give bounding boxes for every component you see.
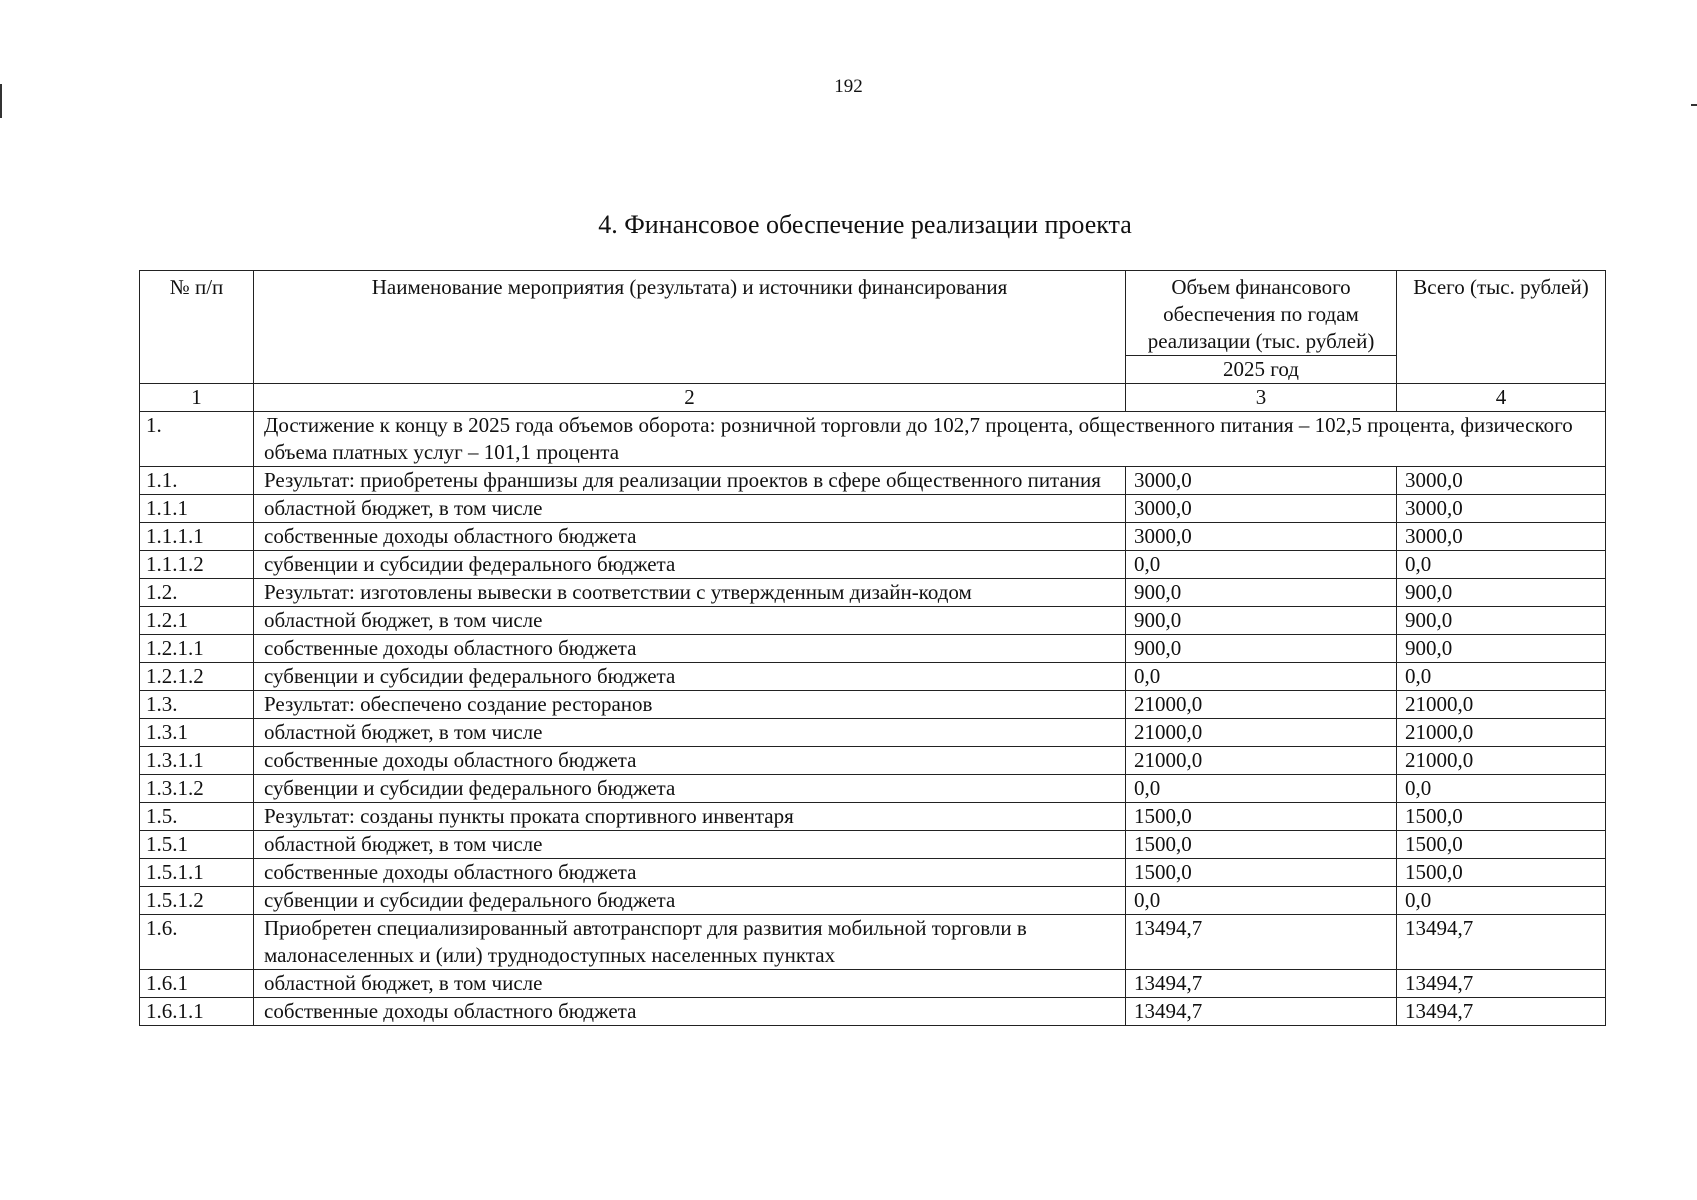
row-total: 1500,0 bbox=[1397, 803, 1606, 831]
row-num: 1.2.1.1 bbox=[140, 635, 254, 663]
row-name: собственные доходы областного бюджета bbox=[254, 635, 1126, 663]
row-value-2025: 900,0 bbox=[1126, 607, 1397, 635]
table-row bbox=[140, 579, 1606, 607]
row-num: 1.3. bbox=[140, 691, 254, 719]
header-name: Наименование мероприятия (результата) и источники финансирования bbox=[254, 271, 1126, 384]
index-cell-3: 3 bbox=[1126, 384, 1397, 412]
goal-num: 1. bbox=[140, 412, 254, 467]
row-num: 1.5.1.2 bbox=[140, 887, 254, 915]
header-volume: Объем финансового обеспечения по годам реализации (тыс. рублей) bbox=[1126, 271, 1397, 356]
row-total: 21000,0 bbox=[1397, 747, 1606, 775]
row-total: 0,0 bbox=[1397, 775, 1606, 803]
row-num: 1.2. bbox=[140, 579, 254, 607]
row-name: субвенции и субсидии федерального бюджета bbox=[254, 551, 1126, 579]
row-num: 1.2.1 bbox=[140, 607, 254, 635]
row-total: 900,0 bbox=[1397, 607, 1606, 635]
row-value-2025: 21000,0 bbox=[1126, 719, 1397, 747]
goal-row bbox=[140, 412, 1606, 467]
table-row bbox=[140, 859, 1606, 887]
row-name: субвенции и субсидии федерального бюджета bbox=[254, 887, 1126, 915]
table-row bbox=[140, 803, 1606, 831]
row-total: 1500,0 bbox=[1397, 831, 1606, 859]
row-name: областной бюджет, в том числе bbox=[254, 607, 1126, 635]
index-cell-4: 4 bbox=[1397, 384, 1606, 412]
table-row bbox=[140, 635, 1606, 663]
table-row bbox=[140, 551, 1606, 579]
row-num: 1.3.1.1 bbox=[140, 747, 254, 775]
row-total: 21000,0 bbox=[1397, 691, 1606, 719]
row-name: Результат: приобретены франшизы для реализации проектов в сфере общественного питания bbox=[254, 467, 1126, 495]
index-cell-2: 2 bbox=[254, 384, 1126, 412]
row-value-2025: 900,0 bbox=[1126, 579, 1397, 607]
row-value-2025: 0,0 bbox=[1126, 551, 1397, 579]
row-name: областной бюджет, в том числе bbox=[254, 831, 1126, 859]
row-name: областной бюджет, в том числе bbox=[254, 719, 1126, 747]
row-name: собственные доходы областного бюджета bbox=[254, 859, 1126, 887]
row-total: 3000,0 bbox=[1397, 495, 1606, 523]
left-margin-mark bbox=[0, 84, 2, 118]
row-num: 1.5.1 bbox=[140, 831, 254, 859]
row-name: Результат: обеспечено создание ресторанов bbox=[254, 691, 1126, 719]
row-total: 13494,7 bbox=[1397, 998, 1606, 1026]
row-value-2025: 0,0 bbox=[1126, 887, 1397, 915]
row-value-2025: 13494,7 bbox=[1126, 970, 1397, 998]
right-margin-mark bbox=[1691, 104, 1697, 106]
index-cell-1: 1 bbox=[140, 384, 254, 412]
row-num: 1.1.1.1 bbox=[140, 523, 254, 551]
table-row bbox=[140, 719, 1606, 747]
row-name: Результат: созданы пункты проката спортивного инвентаря bbox=[254, 803, 1126, 831]
row-value-2025: 1500,0 bbox=[1126, 859, 1397, 887]
table-row bbox=[140, 775, 1606, 803]
row-value-2025: 0,0 bbox=[1126, 775, 1397, 803]
table-row bbox=[140, 663, 1606, 691]
row-num: 1.2.1.2 bbox=[140, 663, 254, 691]
row-total: 900,0 bbox=[1397, 635, 1606, 663]
goal-text: Достижение к концу в 2025 года объемов оборота: розничной торговли до 102,7 процента, общественного питания – 102,5 процента, физического объема платных услуг – 101,1 процента bbox=[254, 412, 1606, 467]
row-total: 0,0 bbox=[1397, 887, 1606, 915]
row-num: 1.6.1.1 bbox=[140, 998, 254, 1026]
row-name: собственные доходы областного бюджета bbox=[254, 523, 1126, 551]
row-name: областной бюджет, в том числе bbox=[254, 970, 1126, 998]
row-name: собственные доходы областного бюджета bbox=[254, 998, 1126, 1026]
row-value-2025: 900,0 bbox=[1126, 635, 1397, 663]
row-value-2025: 3000,0 bbox=[1126, 523, 1397, 551]
row-total: 3000,0 bbox=[1397, 467, 1606, 495]
row-total: 0,0 bbox=[1397, 663, 1606, 691]
row-num: 1.6. bbox=[140, 915, 254, 970]
financing-table bbox=[139, 270, 1606, 1026]
row-total: 13494,7 bbox=[1397, 970, 1606, 998]
row-name: субвенции и субсидии федерального бюджета bbox=[254, 775, 1126, 803]
row-total: 3000,0 bbox=[1397, 523, 1606, 551]
table-row bbox=[140, 915, 1606, 970]
row-value-2025: 3000,0 bbox=[1126, 495, 1397, 523]
row-num: 1.1.1.2 bbox=[140, 551, 254, 579]
table-row bbox=[140, 747, 1606, 775]
table-row bbox=[140, 467, 1606, 495]
table-row bbox=[140, 607, 1606, 635]
table-row bbox=[140, 831, 1606, 859]
header-year: 2025 год bbox=[1126, 356, 1397, 384]
row-num: 1.3.1.2 bbox=[140, 775, 254, 803]
page-number: 192 bbox=[834, 76, 863, 97]
header-total: Всего (тыс. рублей) bbox=[1397, 271, 1606, 384]
row-value-2025: 13494,7 bbox=[1126, 915, 1397, 970]
row-value-2025: 3000,0 bbox=[1126, 467, 1397, 495]
row-name: субвенции и субсидии федерального бюджета bbox=[254, 663, 1126, 691]
row-num: 1.6.1 bbox=[140, 970, 254, 998]
table-row bbox=[140, 691, 1606, 719]
row-value-2025: 0,0 bbox=[1126, 663, 1397, 691]
table-row bbox=[140, 887, 1606, 915]
table-row bbox=[140, 970, 1606, 998]
row-total: 21000,0 bbox=[1397, 719, 1606, 747]
row-num: 1.3.1 bbox=[140, 719, 254, 747]
row-name: Результат: изготовлены вывески в соответствии с утвержденным дизайн-кодом bbox=[254, 579, 1126, 607]
row-value-2025: 21000,0 bbox=[1126, 747, 1397, 775]
row-value-2025: 1500,0 bbox=[1126, 831, 1397, 859]
table-row bbox=[140, 998, 1606, 1026]
header-num: № п/п bbox=[140, 271, 254, 384]
table-row bbox=[140, 495, 1606, 523]
table-body bbox=[140, 412, 1606, 1026]
row-num: 1.5. bbox=[140, 803, 254, 831]
row-value-2025: 1500,0 bbox=[1126, 803, 1397, 831]
row-value-2025: 13494,7 bbox=[1126, 998, 1397, 1026]
row-num: 1.5.1.1 bbox=[140, 859, 254, 887]
row-total: 1500,0 bbox=[1397, 859, 1606, 887]
row-name: областной бюджет, в том числе bbox=[254, 495, 1126, 523]
row-total: 13494,7 bbox=[1397, 915, 1606, 970]
row-num: 1.1. bbox=[140, 467, 254, 495]
row-name: собственные доходы областного бюджета bbox=[254, 747, 1126, 775]
row-value-2025: 21000,0 bbox=[1126, 691, 1397, 719]
section-title: 4. Финансовое обеспечение реализации проекта bbox=[598, 210, 1132, 239]
row-name: Приобретен специализированный автотранспорт для развития мобильной торговли в малонаселенных и (или) труднодоступных населенных пунктах bbox=[254, 915, 1126, 970]
row-total: 0,0 bbox=[1397, 551, 1606, 579]
row-total: 900,0 bbox=[1397, 579, 1606, 607]
row-num: 1.1.1 bbox=[140, 495, 254, 523]
table-row bbox=[140, 523, 1606, 551]
